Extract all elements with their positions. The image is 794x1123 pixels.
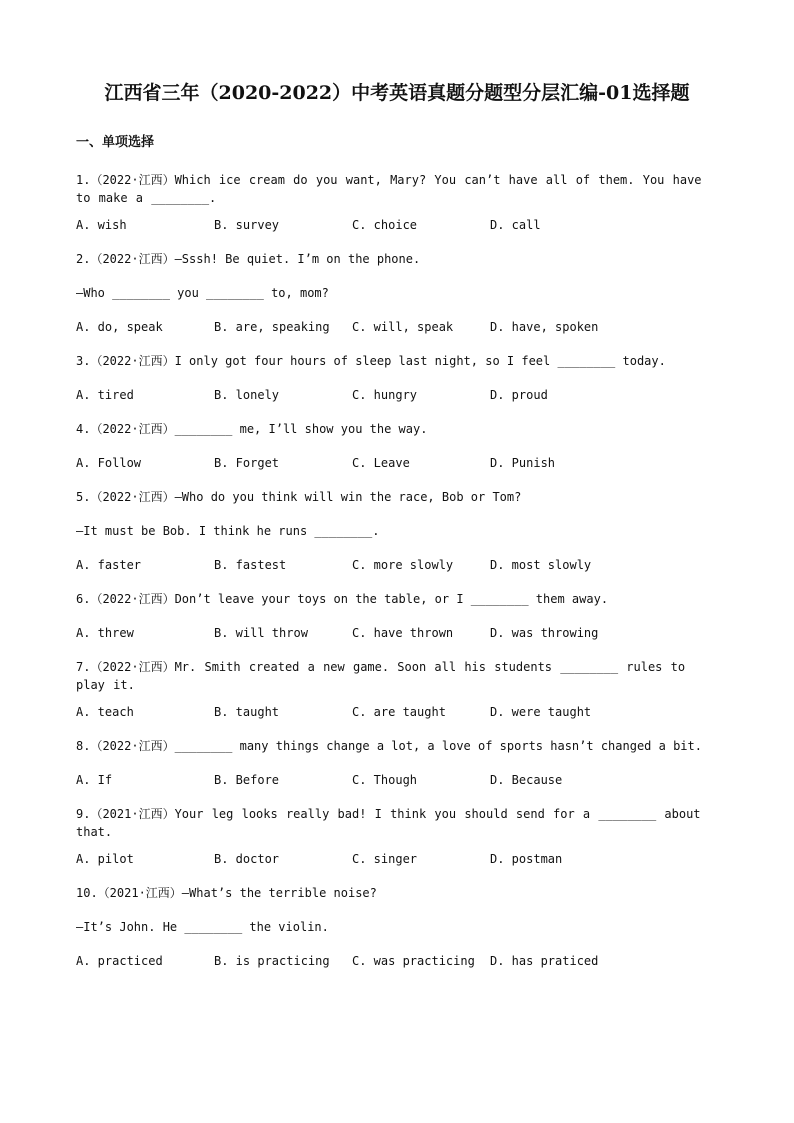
- section-heading: 一、单项选择: [76, 135, 155, 150]
- option-row: [76, 556, 718, 574]
- option-b: B. Before: [214, 773, 280, 787]
- option-b: B. doctor: [214, 852, 280, 866]
- option-row: [76, 703, 718, 721]
- question-stem: 6.（2022·江西）Don’t leave your toys on the table, or I ________ them away.: [76, 592, 609, 606]
- option-a: A. wish: [76, 218, 127, 232]
- question: [76, 352, 718, 404]
- question-stem-line: —Who ________ you ________ to, mom?: [76, 286, 329, 300]
- option-c: C. Though: [352, 773, 418, 787]
- question: [76, 658, 718, 721]
- question: [76, 420, 718, 472]
- option-a: A. pilot: [76, 852, 134, 866]
- option-row: [76, 318, 718, 336]
- question-stem: 4.（2022·江西）________ me, I’ll show you the way.: [76, 422, 428, 436]
- option-c: C. Leave: [352, 456, 410, 470]
- option-b: B. will throw: [214, 626, 308, 640]
- question-stem: 1.（2022·江西）Which ice cream do you want, Mary? You can’t have all of them. You have to make a ________.: [76, 173, 702, 205]
- question: [76, 884, 718, 970]
- option-d: D. Because: [490, 773, 563, 787]
- question: [76, 171, 718, 234]
- option-c: C. singer: [352, 852, 418, 866]
- option-d: D. were taught: [490, 705, 592, 719]
- option-c: C. choice: [352, 218, 418, 232]
- option-row: [76, 216, 718, 234]
- question-stem-line: —It’s John. He ________ the violin.: [76, 920, 329, 934]
- option-row: [76, 386, 718, 404]
- option-c: C. hungry: [352, 388, 418, 402]
- option-d: D. postman: [490, 852, 563, 866]
- option-a: A. Follow: [76, 456, 142, 470]
- document-title: 江西省三年（2020-2022）中考英语真题分题型分层汇编-01选择题: [104, 82, 690, 104]
- option-c: C. are taught: [352, 705, 446, 719]
- option-a: A. practiced: [76, 954, 163, 968]
- option-row: [76, 952, 718, 970]
- question: [76, 488, 718, 574]
- question-list: [76, 171, 718, 986]
- option-d: D. proud: [490, 388, 548, 402]
- option-a: A. faster: [76, 558, 142, 572]
- option-a: A. tired: [76, 388, 134, 402]
- option-d: D. Punish: [490, 456, 556, 470]
- question: [76, 805, 718, 868]
- option-b: B. fastest: [214, 558, 287, 572]
- option-b: B. are, speaking: [214, 320, 330, 334]
- option-row: [76, 624, 718, 642]
- question: [76, 590, 718, 642]
- option-a: A. threw: [76, 626, 134, 640]
- option-b: B. is practicing: [214, 954, 330, 968]
- option-d: D. most slowly: [490, 558, 592, 572]
- option-b: B. taught: [214, 705, 280, 719]
- option-d: D. has praticed: [490, 954, 599, 968]
- option-c: C. will, speak: [352, 320, 454, 334]
- option-row: [76, 454, 718, 472]
- option-d: D. call: [490, 218, 541, 232]
- option-b: B. survey: [214, 218, 280, 232]
- question: [76, 737, 718, 789]
- question-stem: 7.（2022·江西）Mr. Smith created a new game. Soon all his students ________ rules to play it.: [76, 660, 686, 692]
- option-d: D. was throwing: [490, 626, 599, 640]
- option-row: [76, 771, 718, 789]
- question-stem-line: —It must be Bob. I think he runs ________.: [76, 524, 380, 538]
- question: [76, 250, 718, 336]
- question-stem: 10.（2021·江西）—What’s the terrible noise?: [76, 886, 377, 900]
- option-c: C. have thrown: [352, 626, 454, 640]
- option-a: A. do, speak: [76, 320, 163, 334]
- question-stem: 2.（2022·江西）—Sssh! Be quiet. I’m on the phone.: [76, 252, 421, 266]
- option-a: A. If: [76, 773, 113, 787]
- option-a: A. teach: [76, 705, 134, 719]
- option-b: B. lonely: [214, 388, 280, 402]
- option-c: C. was practicing: [352, 954, 475, 968]
- option-row: [76, 850, 718, 868]
- option-b: B. Forget: [214, 456, 280, 470]
- option-d: D. have, spoken: [490, 320, 599, 334]
- question-stem: 8.（2022·江西）________ many things change a lot, a love of sports hasn’t changed a bit.: [76, 739, 702, 753]
- question-stem: 9.（2021·江西）Your leg looks really bad! I think you should send for a ________ about that.: [76, 807, 701, 839]
- option-c: C. more slowly: [352, 558, 454, 572]
- question-stem: 3.（2022·江西）I only got four hours of sleep last night, so I feel ________ today.: [76, 354, 666, 368]
- question-stem: 5.（2022·江西）—Who do you think will win the race, Bob or Tom?: [76, 490, 522, 504]
